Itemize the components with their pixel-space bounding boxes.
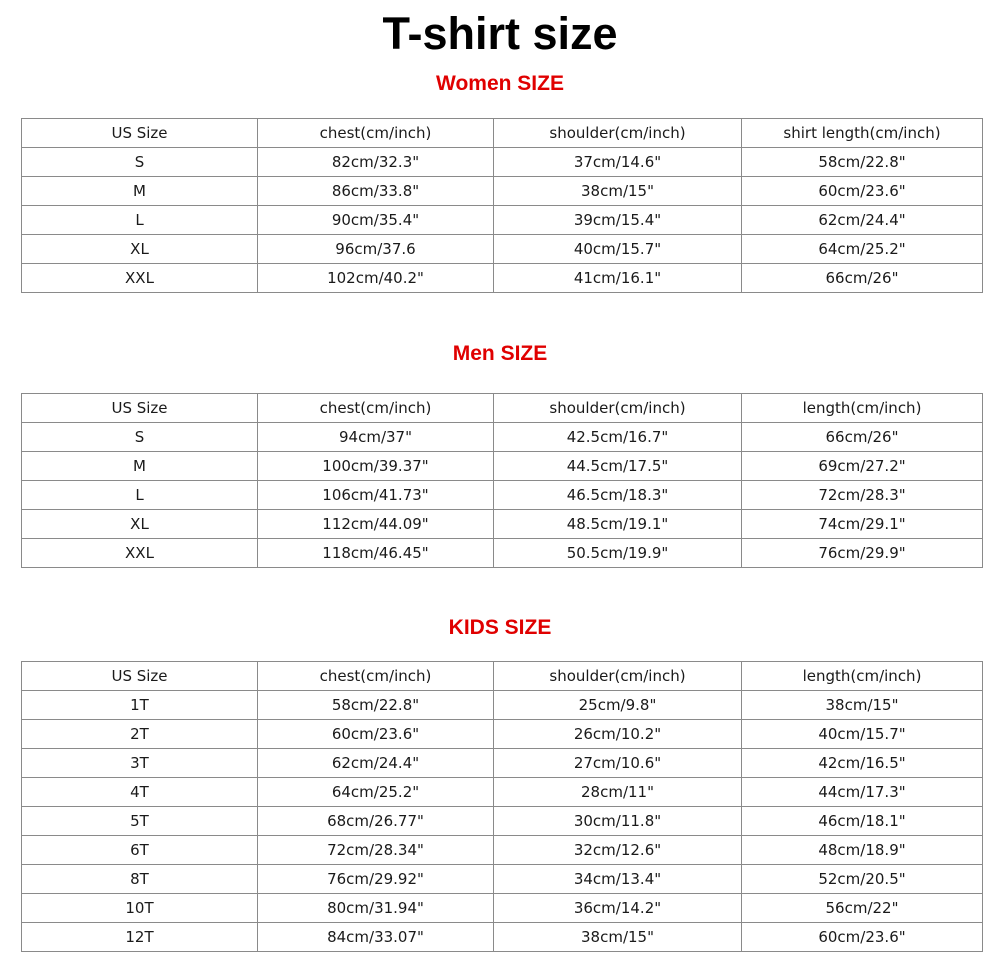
table-cell: 94cm/37" [258,423,494,452]
table-cell: 50.5cm/19.9" [494,539,742,568]
column-header: US Size [22,662,258,691]
table-cell: 4T [22,778,258,807]
table-cell: 90cm/35.4" [258,206,494,235]
table-row [22,177,983,206]
column-header: shirt length(cm/inch) [742,119,983,148]
table-cell: 106cm/41.73" [258,481,494,510]
table-row [22,865,983,894]
table-cell: 60cm/23.6" [742,177,983,206]
table-row [22,720,983,749]
table-cell: 66cm/26" [742,423,983,452]
table-cell: 40cm/15.7" [742,720,983,749]
table-cell: 42.5cm/16.7" [494,423,742,452]
table-cell: 80cm/31.94" [258,894,494,923]
table-row [22,923,983,952]
table-cell: 2T [22,720,258,749]
table-cell: 44cm/17.3" [742,778,983,807]
table-cell: 102cm/40.2" [258,264,494,293]
table-cell: 3T [22,749,258,778]
table-cell: 46.5cm/18.3" [494,481,742,510]
table-cell: 72cm/28.3" [742,481,983,510]
table-cell: 84cm/33.07" [258,923,494,952]
women-size-title: Women SIZE [436,72,564,95]
table-cell: 39cm/15.4" [494,206,742,235]
table-row [22,423,983,452]
kids-size-table [21,661,983,952]
table-cell: 12T [22,923,258,952]
men-size-title: Men SIZE [452,342,548,365]
table-row [22,894,983,923]
table-cell: 37cm/14.6" [494,148,742,177]
table-row [22,749,983,778]
table-cell: 38cm/15" [742,691,983,720]
table-cell: 32cm/12.6" [494,836,742,865]
table-cell: 58cm/22.8" [258,691,494,720]
table-cell: 26cm/10.2" [494,720,742,749]
table-cell: 38cm/15" [494,177,742,206]
table-cell: 42cm/16.5" [742,749,983,778]
column-header: length(cm/inch) [742,394,983,423]
table-cell: 96cm/37.6 [258,235,494,264]
table-cell: 60cm/23.6" [258,720,494,749]
table-row [22,510,983,539]
table-cell: 74cm/29.1" [742,510,983,539]
table-row [22,452,983,481]
column-header: chest(cm/inch) [258,119,494,148]
table-cell: 76cm/29.9" [742,539,983,568]
table-cell: XXL [22,264,258,293]
table-cell: L [22,206,258,235]
table-cell: 86cm/33.8" [258,177,494,206]
table-cell: 118cm/46.45" [258,539,494,568]
table-row [22,836,983,865]
page-title: T-shirt size [382,8,618,59]
table-cell: 62cm/24.4" [742,206,983,235]
table-cell: 69cm/27.2" [742,452,983,481]
table-row [22,235,983,264]
table-cell: 40cm/15.7" [494,235,742,264]
table-cell: S [22,423,258,452]
table-cell: S [22,148,258,177]
table-cell: 52cm/20.5" [742,865,983,894]
kids-size-title: KIDS SIZE [448,616,552,639]
column-header: chest(cm/inch) [258,662,494,691]
table-cell: 44.5cm/17.5" [494,452,742,481]
table-cell: 41cm/16.1" [494,264,742,293]
table-cell: 46cm/18.1" [742,807,983,836]
table-row [22,206,983,235]
table-cell: 58cm/22.8" [742,148,983,177]
table-cell: 36cm/14.2" [494,894,742,923]
column-header: length(cm/inch) [742,662,983,691]
column-header: chest(cm/inch) [258,394,494,423]
table-cell: 62cm/24.4" [258,749,494,778]
column-header: shoulder(cm/inch) [494,119,742,148]
table-cell: 66cm/26" [742,264,983,293]
table-cell: XL [22,235,258,264]
table-cell: XXL [22,539,258,568]
table-cell: 5T [22,807,258,836]
table-cell: 64cm/25.2" [258,778,494,807]
table-cell: 48.5cm/19.1" [494,510,742,539]
table-row [22,148,983,177]
column-header: US Size [22,119,258,148]
table-header-row [22,662,983,691]
table-cell: 8T [22,865,258,894]
table-cell: 112cm/44.09" [258,510,494,539]
table-cell: L [22,481,258,510]
table-cell: 28cm/11" [494,778,742,807]
table-cell: 10T [22,894,258,923]
column-header: shoulder(cm/inch) [494,662,742,691]
table-cell: 25cm/9.8" [494,691,742,720]
table-cell: 27cm/10.6" [494,749,742,778]
table-cell: M [22,177,258,206]
table-cell: 82cm/32.3" [258,148,494,177]
table-cell: 1T [22,691,258,720]
women-size-table [21,118,983,293]
table-cell: 48cm/18.9" [742,836,983,865]
table-cell: 60cm/23.6" [742,923,983,952]
column-header: US Size [22,394,258,423]
table-row [22,264,983,293]
table-row [22,691,983,720]
table-cell: XL [22,510,258,539]
men-size-table [21,393,983,568]
table-cell: 72cm/28.34" [258,836,494,865]
table-cell: 34cm/13.4" [494,865,742,894]
column-header: shoulder(cm/inch) [494,394,742,423]
table-cell: M [22,452,258,481]
table-cell: 100cm/39.37" [258,452,494,481]
table-row [22,778,983,807]
table-cell: 38cm/15" [494,923,742,952]
table-cell: 76cm/29.92" [258,865,494,894]
table-header-row [22,119,983,148]
table-row [22,807,983,836]
table-row [22,539,983,568]
table-row [22,481,983,510]
table-cell: 56cm/22" [742,894,983,923]
table-cell: 30cm/11.8" [494,807,742,836]
table-header-row [22,394,983,423]
table-cell: 64cm/25.2" [742,235,983,264]
table-cell: 68cm/26.77" [258,807,494,836]
table-cell: 6T [22,836,258,865]
